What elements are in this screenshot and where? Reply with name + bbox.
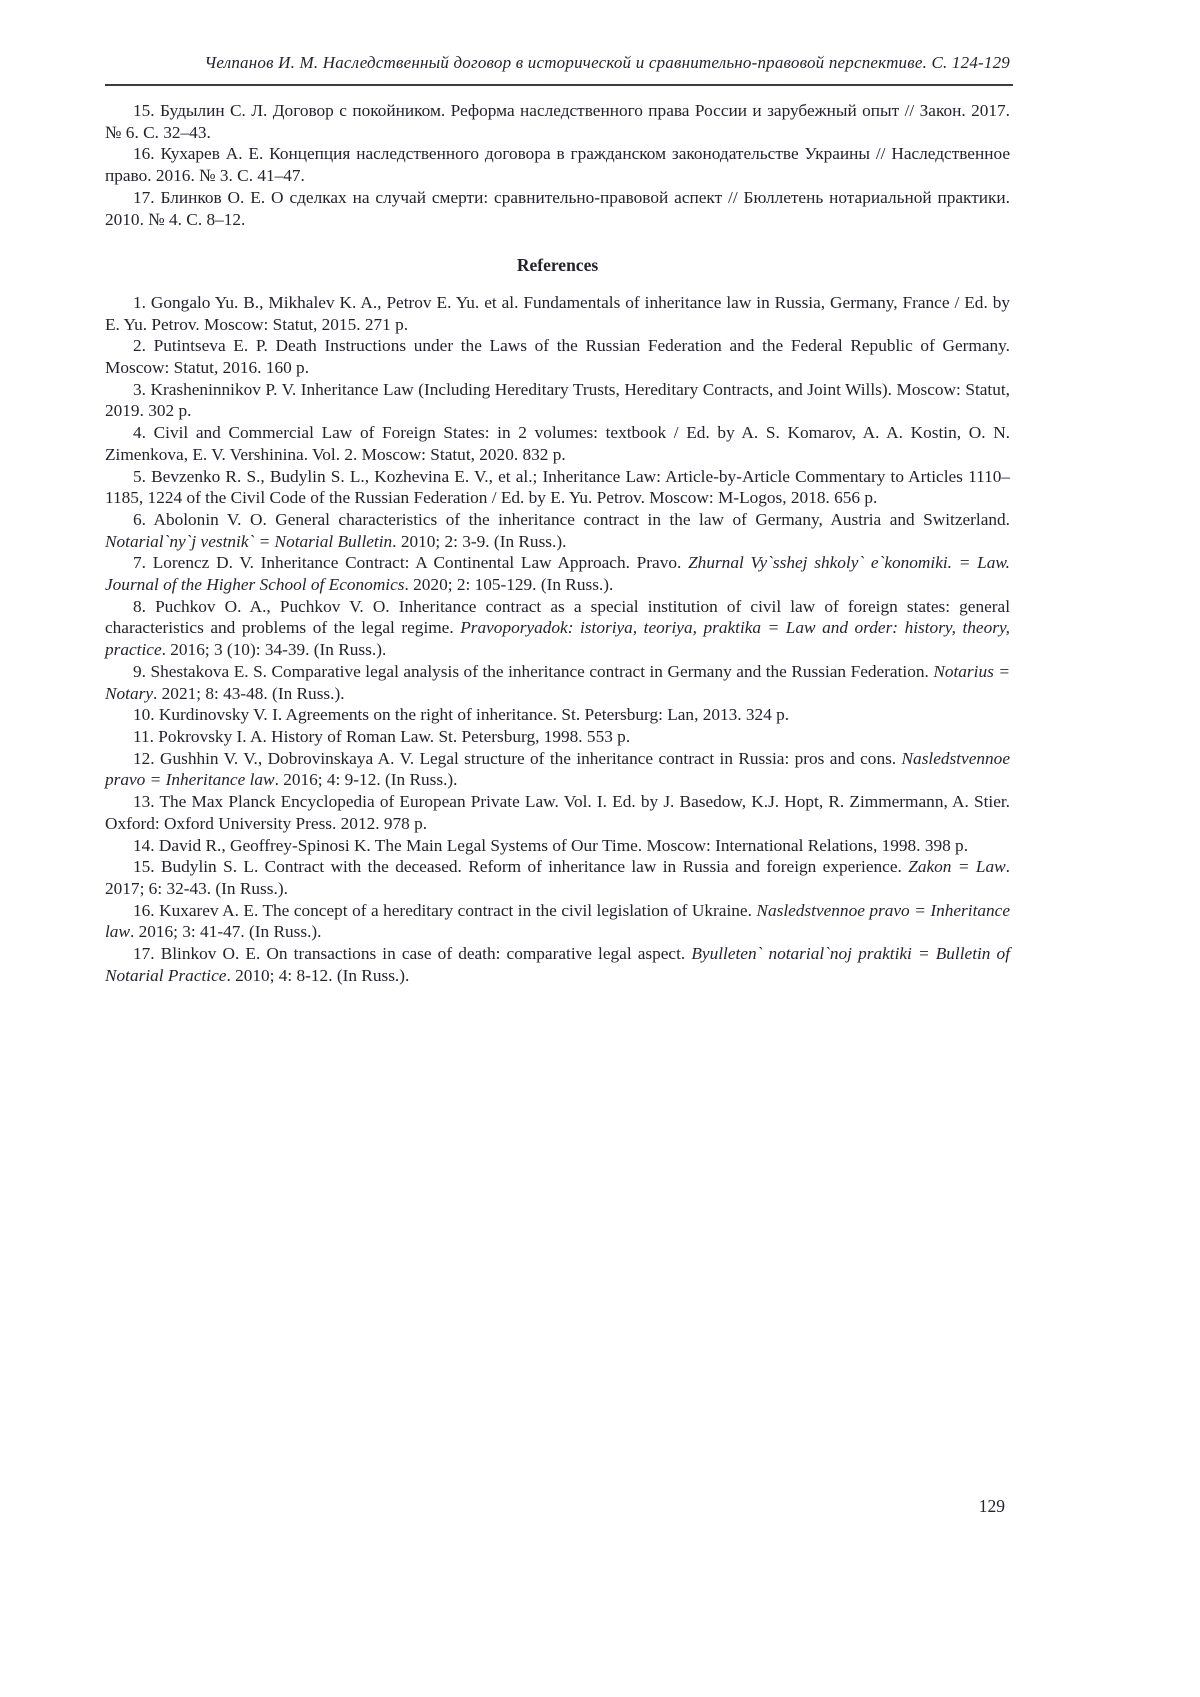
reference-text: 10. Kurdinovsky V. I. Agreements on the right of inheritance. St. Petersburg: Lan, 2013. 324 p. [133, 705, 790, 725]
reference-entry [105, 596, 1010, 661]
page-content [105, 100, 1010, 986]
page-number: 129 [978, 1496, 1005, 1516]
reference-journal-title: Notarial`ny`j vestnik` = Notarial Bulletin [105, 531, 393, 551]
reference-entry [105, 748, 1010, 791]
reference-entry [105, 143, 1010, 186]
reference-text: . 2016; 3 (10): 34-39. (In Russ.). [161, 640, 387, 660]
reference-text: . 2020; 2: 105-129. (In Russ.). [404, 575, 614, 595]
reference-entry [105, 726, 1010, 748]
reference-text: 5. Bevzenko R. S., Budylin S. L., Kozhevina E. V., et al.; Inheritance Law: Article-by-Article Commentary to Articles 1110–1185, 1224 of the Civil Code of the Russian Federation / Ed. by E. Yu. Petrov. Moscow: M-Logos, 2018. 656 p. [105, 466, 1010, 508]
reference-text: 17. Blinkov O. E. On transactions in case of death: comparative legal aspect. [133, 944, 692, 964]
reference-text: 9. Shestakova E. S. Comparative legal analysis of the inheritance contract in Germany and the Russian Federation. [133, 661, 934, 681]
reference-text: . 2017; 6: 32-43. (In Russ.). [105, 857, 1010, 898]
reference-text: 11. Pokrovsky I. A. History of Roman Law. St. Petersburg, 1998. 553 p. [133, 726, 631, 746]
reference-entry [105, 856, 1010, 899]
reference-journal-title: Nasledstvennoe pravo = Inheritance law [105, 748, 1010, 790]
reference-text: 2. Putintseva E. P. Death Instructions under the Laws of the Russian Federation and the Federal Republic of Germany. Moscow: Statut, 2016. 160 p. [105, 336, 1010, 378]
reference-journal-title: Notarius = Notary [105, 661, 1010, 703]
references-heading: References [516, 255, 599, 276]
reference-journal-title: Pravoporyadok: istoriya, teoriya, praktika = Law and order: history, theory, practice [105, 618, 1011, 660]
reference-text: 15. Будылин С. Л. Договор с покойником. Реформа наследственного права России и зарубежный опыт // Закон. 2017. № 6. С. 32–43. [105, 101, 1010, 142]
reference-text: . 2016; 4: 9-12. (In Russ.). [274, 770, 458, 790]
reference-text: 17. Блинков О. Е. О сделках на случай смерти: сравнительно-правовой аспект // Бюллетень нотариальной практики. 2010. № 4. С. 8–12. [105, 187, 1010, 229]
reference-entry [105, 100, 1010, 143]
reference-entry [105, 704, 1010, 726]
reference-entry [105, 835, 1010, 857]
reference-journal-title: Zhurnal Vy`sshej shkoly` e`konomiki. = Law. Journal of the Higher School of Economics [105, 553, 1010, 595]
reference-text: . 2016; 3: 41-47. (In Russ.). [129, 922, 322, 942]
reference-text: 7. Lorencz D. V. Inheritance Contract: A Continental Law Approach. Pravo. [133, 553, 689, 573]
reference-text: . 2021; 8: 43-48. (In Russ.). [153, 683, 345, 703]
reference-text: 1. Gongalo Yu. B., Mikhalev K. A., Petrov E. Yu. et al. Fundamentals of inheritance law in Russia, Germany, France / Ed. by E. Yu. Petrov. Moscow: Statut, 2015. 271 p. [105, 292, 1010, 334]
reference-text: 12. Gushhin V. V., Dobrovinskaya A. V. Legal structure of the inheritance contract in Russia: pros and cons. [133, 748, 902, 768]
reference-entry [105, 187, 1010, 230]
reference-entry [105, 791, 1010, 834]
reference-text: . 2010; 2: 3-9. (In Russ.). [392, 531, 567, 551]
reference-entry [105, 943, 1010, 986]
header-rule [105, 84, 1013, 86]
reference-entry [105, 552, 1010, 595]
reference-text: 3. Krasheninnikov P. V. Inheritance Law (Including Hereditary Trusts, Hereditary Contracts, and Joint Wills). Moscow: Statut, 2019. 302 p. [105, 379, 1010, 421]
reference-text: 13. The Max Planck Encyclopedia of European Private Law. Vol. I. Ed. by J. Basedow, K.J. Hopt, R. Zimmermann, A. Stier. Oxford: Oxford University Press. 2012. 978 p. [105, 792, 1010, 833]
reference-text: 6. Abolonin V. O. General characteristics of the inheritance contract in the law of Germany, Austria and Switzerland. [133, 509, 1010, 529]
reference-text: 16. Кухарев А. Е. Концепция наследственного договора в гражданском законодательстве Украины // Наследственное право. 2016. № 3. С. 41–47. [105, 144, 1010, 186]
reference-entry [105, 422, 1010, 465]
reference-text: 14. David R., Geoffrey-Spinosi K. The Main Legal Systems of Our Time. Moscow: International Relations, 1998. 398 p. [133, 835, 969, 855]
reference-entry [105, 466, 1010, 509]
reference-text: . 2010; 4: 8-12. (In Russ.). [226, 965, 410, 985]
reference-entry [105, 335, 1010, 378]
reference-entry [105, 661, 1010, 704]
reference-journal-title: Zakon = Law [908, 857, 1006, 877]
reference-text: 8. Puchkov O. A., Puchkov V. O. Inheritance contract as a special institution of civil law of foreign states: general characteristics and problems of the legal regime. [105, 596, 1010, 638]
reference-entry [105, 292, 1010, 335]
reference-text: 15. Budylin S. L. Contract with the deceased. Reform of inheritance law in Russia and foreign experience. [133, 857, 909, 877]
reference-entry [105, 379, 1010, 422]
reference-entry [105, 900, 1010, 943]
russian-references-list [105, 100, 1010, 230]
reference-entry [105, 509, 1010, 552]
running-header: Челпанов И. М. Наследственный договор в исторической и сравнительно-правовой перспективе. С. 124-129 [204, 53, 1010, 72]
english-references-list [105, 292, 1010, 987]
reference-text: 4. Civil and Commercial Law of Foreign States: in 2 volumes: textbook / Ed. by A. S. Komarov, A. A. Kostin, O. N. Zimenkova, E. V. Vershinina. Vol. 2. Moscow: Statut, 2020. 832 p. [105, 423, 1010, 464]
reference-journal-title: Nasledstvennoe pravo = Inheritance law [105, 900, 1011, 942]
reference-text: 16. Kuxarev A. E. The concept of a hereditary contract in the civil legislation of Ukraine. [133, 900, 757, 920]
reference-journal-title: Byulleten` notarial`noj praktiki = Bulletin of Notarial Practice [105, 944, 1010, 985]
